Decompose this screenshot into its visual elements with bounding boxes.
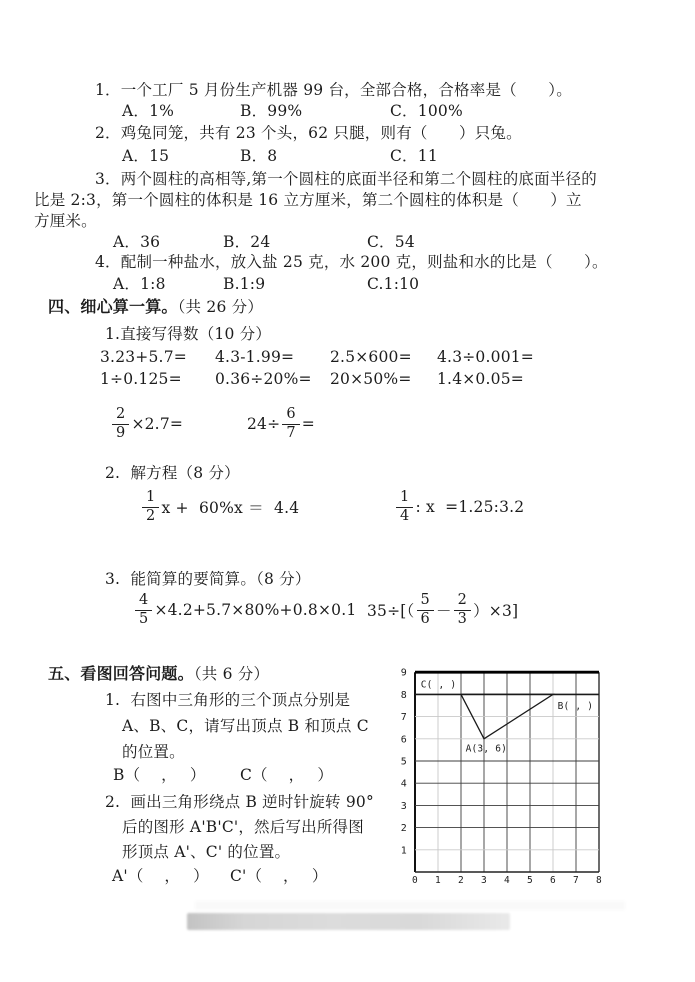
- equation-1: [140, 484, 299, 530]
- question-3-option-c: C．54: [367, 233, 415, 251]
- coordinate-grid: [391, 664, 611, 886]
- s5-q1-line3: 的位置。: [122, 743, 185, 761]
- svg-text:2: 2: [400, 823, 407, 835]
- question-4-option-c: C.1:10: [367, 275, 420, 293]
- svg-text:6: 6: [550, 875, 556, 886]
- section-5-score: （共 6 分）: [193, 665, 270, 683]
- svg-text:7: 7: [573, 875, 579, 886]
- calc-1-3: 2.5×600=: [330, 348, 412, 366]
- calc-1-4: 4.3÷0.001=: [437, 348, 534, 366]
- svg-text:4: 4: [400, 778, 407, 790]
- calc-2-1: 1÷0.125=: [100, 370, 182, 388]
- equation-1-rest: x + 60%x ＝ 4.4: [161, 499, 300, 517]
- expression-1: [133, 587, 356, 633]
- minus-sign: －: [435, 602, 452, 620]
- svg-text:C( , ): C( , ): [420, 679, 457, 691]
- calc-fraction-1: [110, 400, 183, 448]
- fraction-1-4: $\frac{1}{4}$: [396, 490, 413, 523]
- calc-2-4: 1.4×0.05=: [437, 370, 524, 388]
- question-4-option-b: B.1:9: [223, 275, 266, 293]
- svg-text:1: 1: [435, 875, 441, 886]
- s5-q1-line2: A、B、C，请写出顶点 B 和顶点 C: [122, 717, 369, 735]
- question-1-option-b: B．99%: [240, 102, 303, 120]
- calc-fraction-1-suffix: ×2.7=: [131, 415, 184, 433]
- question-4-text: 4．配制一种盐水，放入盐 25 克，水 200 克，则盐和水的比是（ ）。: [95, 253, 608, 271]
- svg-text:A(3, 6): A(3, 6): [465, 743, 508, 755]
- section-4-score: （共 26 分）: [177, 298, 264, 316]
- svg-text:3: 3: [400, 800, 407, 812]
- svg-text:1: 1: [400, 845, 407, 857]
- section-4-part-1-label: 1.直接写得数（10 分）: [105, 325, 272, 343]
- calc-fraction-2-suffix: =: [301, 415, 315, 433]
- calc-2-2: 0.36÷20%=: [215, 370, 312, 388]
- svg-text:8: 8: [596, 875, 602, 886]
- watermark-bar: [187, 913, 510, 930]
- question-3-text-line3: 方厘米。: [34, 212, 97, 230]
- s5-q1-answer-b: B（ ， ）: [113, 766, 206, 784]
- s5-q2-answer-a: A'（ ， ）: [112, 867, 209, 885]
- question-3-text-line2: 比是 2:3，第一个圆柱的体积是 16 立方厘米，第二个圆柱的体积是（ ）立: [34, 191, 582, 209]
- s5-q1-line1: 1. 右图中三角形的三个顶点分别是: [105, 691, 351, 709]
- equation-2-rest: : x =1.25:3.2: [415, 498, 525, 516]
- s5-q2-line1: 2. 画出三角形绕点 B 逆时针旋转 90°: [105, 793, 374, 811]
- calc-1-2: 4.3-1.99=: [215, 348, 295, 366]
- question-2-text: 2．鸡兔同笼，共有 23 个头，62 只腿，则有（ ）只兔。: [95, 124, 522, 142]
- question-3-option-a: A．36: [113, 233, 161, 251]
- section-4-part-3-label: 3. 能简算的要简算。（8 分）: [105, 570, 311, 588]
- section-4-title: 四、细心算一算。: [48, 297, 178, 316]
- equation-2: [394, 484, 524, 530]
- question-3-option-b: B．24: [223, 233, 271, 251]
- svg-text:6: 6: [400, 734, 407, 746]
- expression-2: [367, 587, 518, 633]
- calc-fraction-2-prefix: 24÷: [247, 415, 281, 433]
- question-1-option-c: C．100%: [390, 102, 463, 120]
- question-2-option-c: C．11: [390, 147, 438, 165]
- expression-2-prefix: 35÷[（: [367, 602, 415, 620]
- fraction-1-2: $\frac{1}{2}$: [142, 490, 159, 523]
- fraction-4-5: $\frac{4}{5}$: [135, 593, 152, 626]
- s5-q2-line2: 后的图形 A'B'C'，然后写出所得图: [122, 818, 364, 836]
- s5-q1-answer-c: C（ ， ）: [240, 766, 334, 784]
- question-3-text-line1: 3．两个圆柱的高相等,第一个圆柱的底面半径和第二个圆柱的底面半径的: [95, 170, 597, 188]
- section-5-heading: [48, 664, 269, 684]
- s5-q2-line3: 形顶点 A'、C' 的位置。: [122, 843, 291, 861]
- question-2-option-b: B．8: [240, 147, 278, 165]
- calc-1-1: 3.23+5.7=: [100, 348, 187, 366]
- expression-1-rest: ×4.2+5.7×80%+0.8×0.1: [154, 601, 357, 619]
- section-5-title: 五、看图回答问题。: [48, 664, 194, 683]
- svg-text:3: 3: [481, 875, 487, 886]
- svg-text:7: 7: [400, 712, 407, 724]
- svg-text:9: 9: [400, 667, 407, 679]
- section-4-part-2-label: 2. 解方程（8 分）: [105, 464, 240, 482]
- question-1-option-a: A．1%: [122, 102, 175, 120]
- question-1-text: 1．一个工厂 5 月份生产机器 99 台，全部合格，合格率是（ ）。: [95, 81, 572, 99]
- question-4-option-a: A．1:8: [113, 275, 166, 293]
- s5-q2-answer-c: C'（ ， ）: [230, 867, 328, 885]
- svg-text:5: 5: [527, 875, 533, 886]
- coordinate-grid-svg: [391, 664, 611, 886]
- section-4-heading: [48, 297, 263, 317]
- svg-text:5: 5: [400, 756, 407, 768]
- svg-text:4: 4: [504, 875, 510, 886]
- svg-text:8: 8: [400, 689, 407, 701]
- calc-2-3: 20×50%=: [330, 370, 412, 388]
- watermark-bar-faint: [195, 901, 625, 910]
- expression-2-suffix: ）×3]: [473, 602, 519, 620]
- svg-text:B( , ): B( , ): [557, 700, 594, 712]
- fraction-5-6: $\frac{5}{6}$: [417, 593, 434, 626]
- calc-fraction-2: [247, 400, 315, 448]
- question-2-option-a: A．15: [122, 147, 170, 165]
- fraction-6-7: $\frac{6}{7}$: [282, 407, 299, 440]
- fraction-2-9: $\frac{2}{9}$: [112, 407, 129, 440]
- fraction-2-3: $\frac{2}{3}$: [454, 593, 471, 626]
- svg-text:2: 2: [458, 875, 464, 886]
- svg-text:0: 0: [412, 875, 418, 886]
